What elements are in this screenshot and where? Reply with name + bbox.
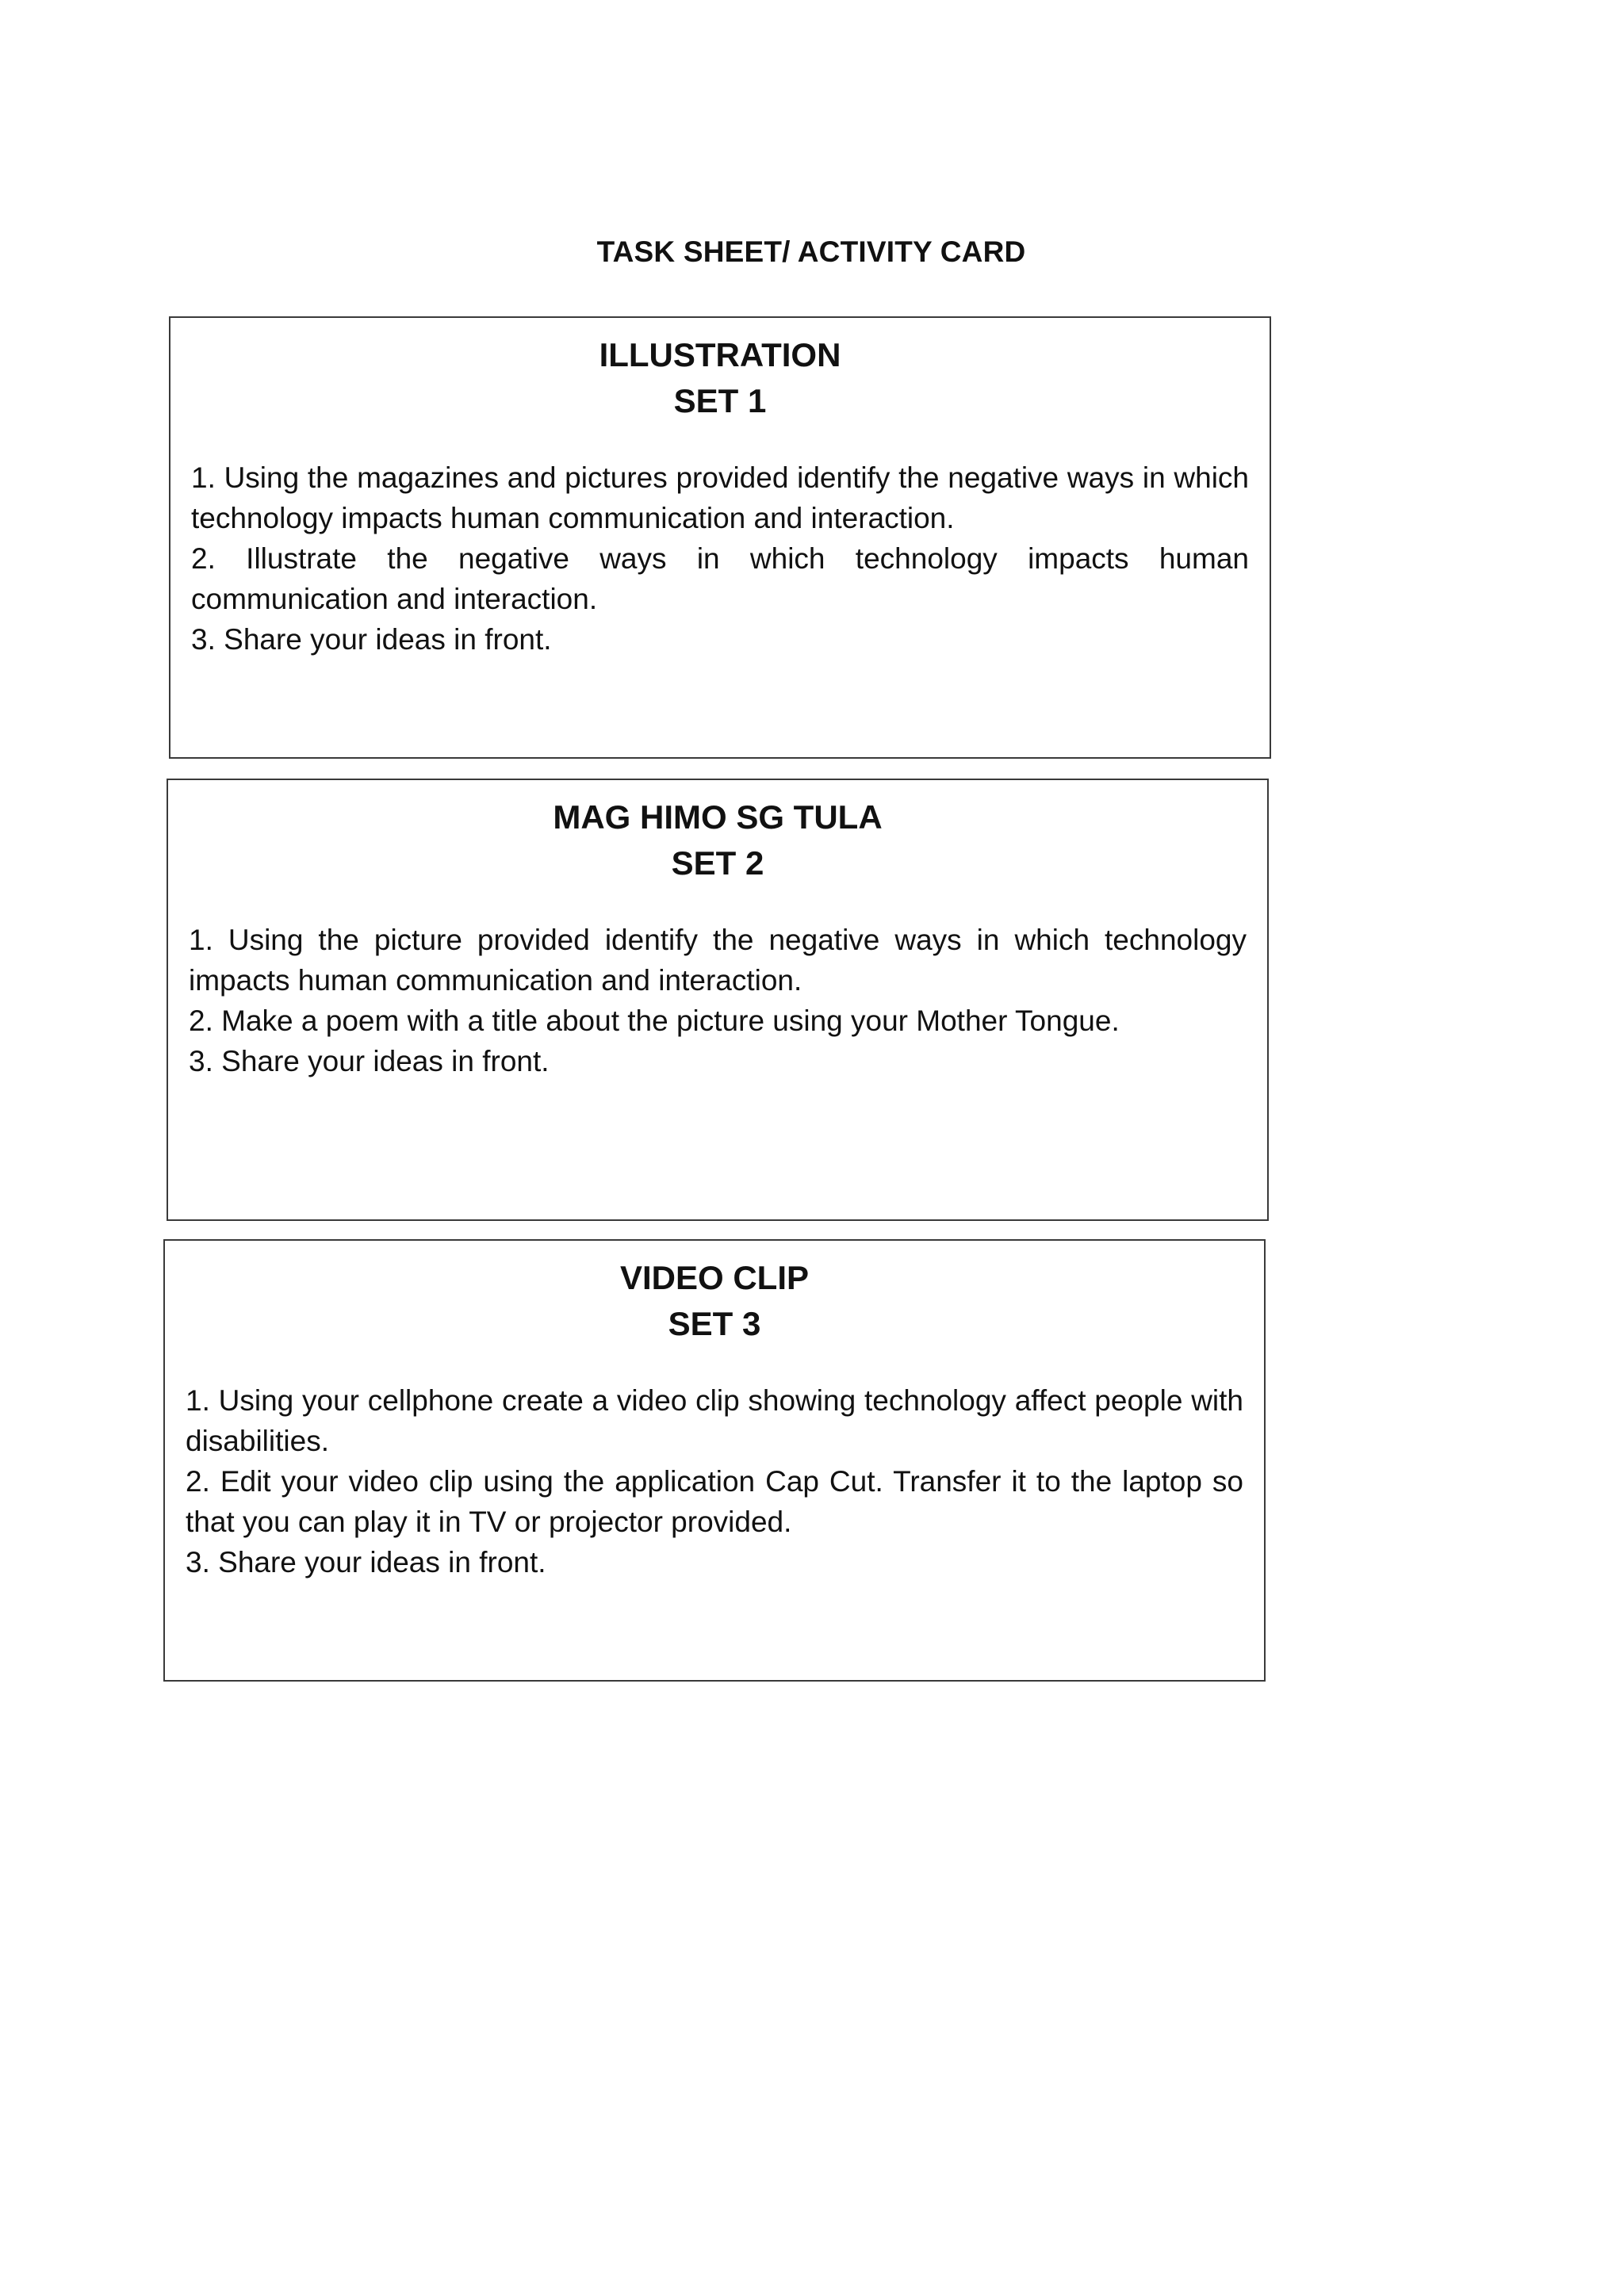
instruction-list (191, 457, 1249, 660)
page-title-text: TASK SHEET/ ACTIVITY CARD (596, 235, 1026, 268)
instruction-item: 1. Using the picture provided identify the negative ways in which technology impacts human communication and interaction. (189, 924, 1247, 997)
card-set-label: SET 2 (671, 844, 764, 882)
activity-card-set-3 (163, 1239, 1266, 1682)
instruction-item: 3. Share your ideas in front. (186, 1546, 546, 1578)
card-title: VIDEO CLIP (619, 1259, 810, 1296)
card-title: ILLUSTRATION (599, 336, 841, 373)
instruction-list (189, 920, 1247, 1081)
card-set-label: SET 3 (668, 1305, 761, 1342)
page-title (0, 235, 1624, 270)
instruction-item: 1. Using the magazines and pictures provided identify the negative ways in which technology impacts human communication and interaction. (191, 461, 1249, 534)
activity-card-set-2 (167, 779, 1269, 1221)
activity-card-set-1 (169, 316, 1271, 759)
instruction-item: 3. Share your ideas in front. (189, 1045, 550, 1077)
instruction-item: 2. Make a poem with a title about the picture using your Mother Tongue. (189, 1004, 1120, 1037)
instruction-item: 3. Share your ideas in front. (191, 623, 552, 656)
instruction-item: 2. Edit your video clip using the application Cap Cut. Transfer it to the laptop so that you can play it in TV or projector provided. (186, 1465, 1243, 1538)
instruction-list (186, 1380, 1243, 1582)
instruction-item: 2. Illustrate the negative ways in which technology impacts human communication and interaction. (191, 542, 1249, 615)
instruction-item: 1. Using your cellphone create a video clip showing technology affect people with disabilities. (186, 1384, 1243, 1457)
card-set-label: SET 1 (673, 382, 767, 419)
card-title: MAG HIMO SG TULA (553, 798, 883, 836)
